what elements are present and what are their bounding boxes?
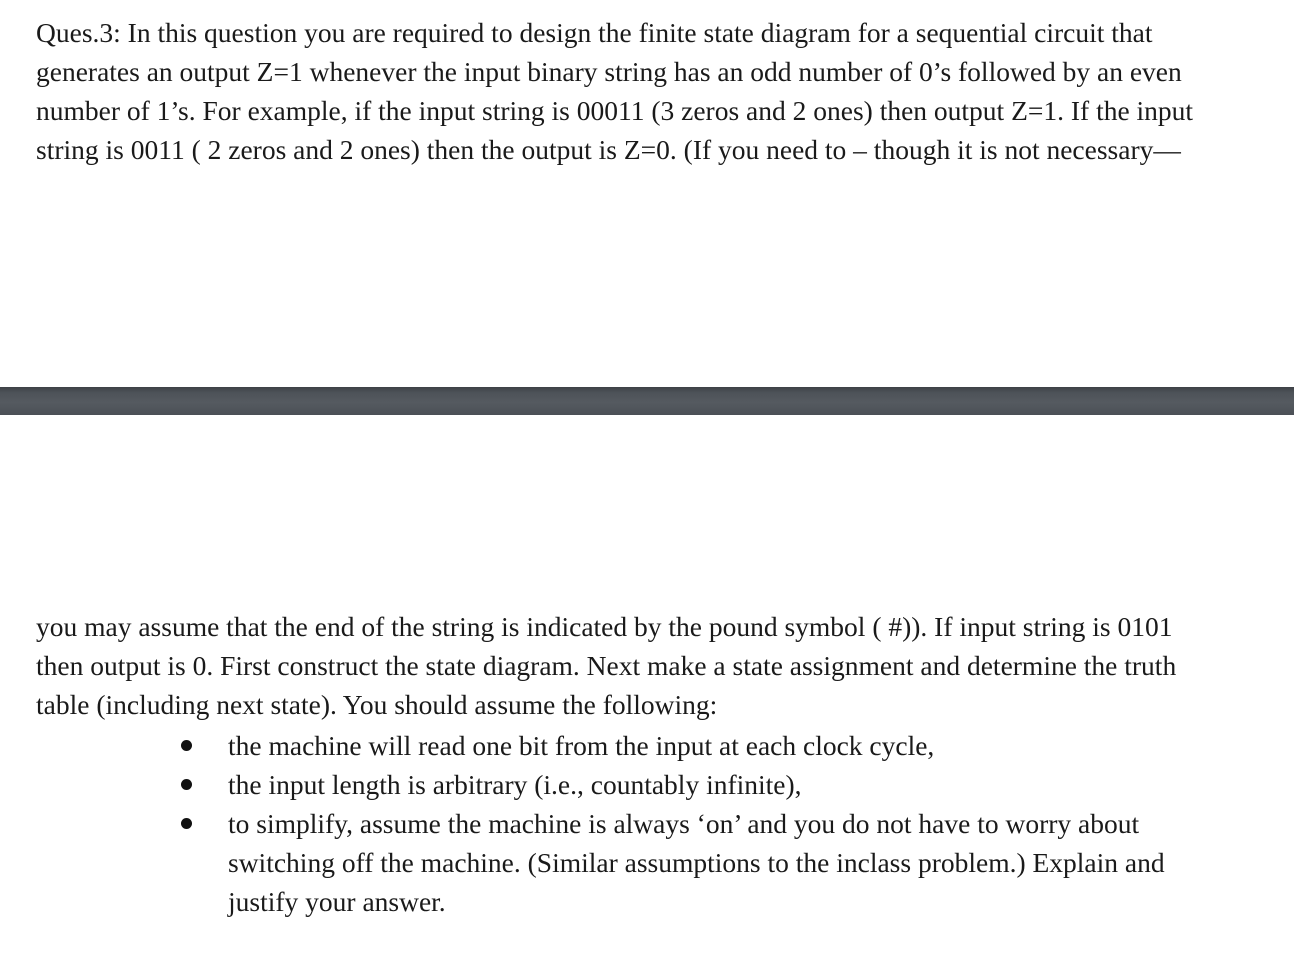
intro-line: number of 1’s. For example, if the input string is 00011 (3 zeros and 2 ones) then output Z=1. If the input xyxy=(36,95,1194,126)
continuation-line: you may assume that the end of the string is indicated by the pound symbol ( #)). If input string is 0101 xyxy=(36,611,1173,642)
intro-line: Ques.3: In this question you are required to design the finite state diagram for a sequential circuit that xyxy=(36,17,1153,48)
assumption-line: justify your answer. xyxy=(228,886,446,917)
assumption-line: the input length is arbitrary (i.e., countably infinite), xyxy=(228,769,802,800)
continuation-line: table (including next state). You should assume the following: xyxy=(36,689,718,720)
continuation-line: then output is 0. First construct the state diagram. Next make a state assignment and determine the truth xyxy=(36,650,1177,681)
assumption-item xyxy=(0,726,1294,765)
intro-line: generates an output Z=1 whenever the input binary string has an odd number of 0’s followed by an even xyxy=(36,56,1182,87)
assumption-line: to simplify, assume the machine is always ‘on’ and you do not have to worry about xyxy=(228,808,1140,839)
question-continuation-paragraph xyxy=(36,607,1286,724)
assumption-item xyxy=(0,765,1294,804)
intro-line: string is 0011 ( 2 zeros and 2 ones) then the output is Z=0. (If you need to – though it is not necessary— xyxy=(36,134,1181,165)
assumption-line: the machine will read one bit from the input at each clock cycle, xyxy=(228,730,935,761)
question-intro-paragraph xyxy=(36,13,1286,169)
assumptions-list xyxy=(0,726,1294,921)
bullet-dot-icon xyxy=(181,779,192,790)
bullet-dot-icon xyxy=(181,818,192,829)
page-divider-bar xyxy=(0,387,1294,415)
bullet-dot-icon xyxy=(181,740,192,751)
assumption-line: switching off the machine. (Similar assumptions to the inclass problem.) Explain and xyxy=(228,847,1165,878)
assumption-item xyxy=(0,804,1294,921)
